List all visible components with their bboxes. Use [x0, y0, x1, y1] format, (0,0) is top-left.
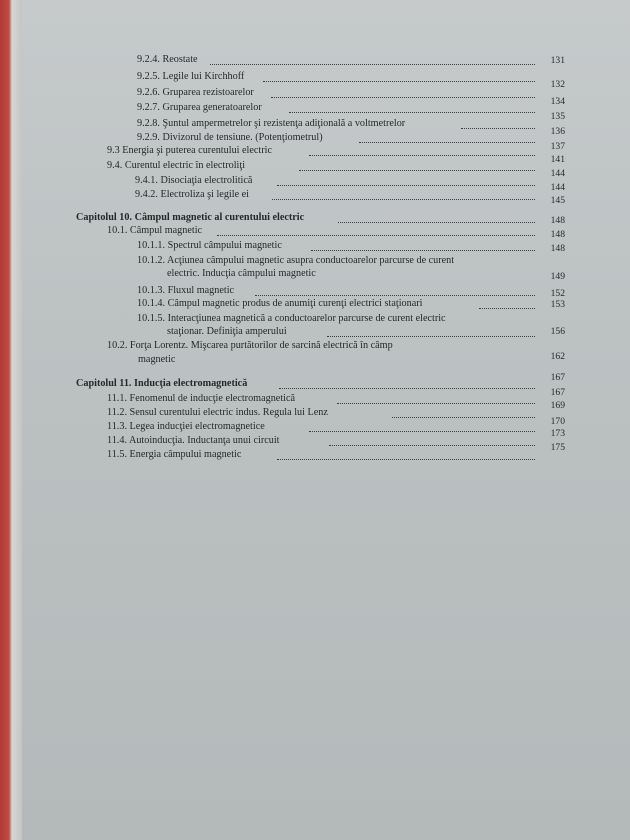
toc-entry-9-4-2 [135, 189, 565, 206]
toc-entry-9-2-5 [137, 71, 565, 90]
dot-leader [338, 222, 535, 223]
toc-entry-title: 9.4.2. Electroliza şi legile ei [135, 189, 250, 200]
dot-leader [329, 445, 535, 446]
toc-entry-11-1 [107, 387, 565, 407]
toc-entry-page: 170 [550, 416, 565, 427]
dot-leader [271, 97, 535, 98]
dot-leader [255, 295, 535, 296]
toc-entry-10-1-1 [137, 240, 565, 254]
toc-entry-page: 148 [550, 215, 565, 226]
dot-leader [279, 388, 535, 389]
dot-leader [309, 155, 535, 156]
toc-entry-title: 10.1. Câmpul magnetic [107, 225, 203, 236]
toc-entry-page: 136 [550, 126, 565, 137]
toc-entry-title: 9.4. Curentul electric în electroliţi [107, 160, 246, 171]
toc-entry-11-2 [107, 400, 565, 421]
toc-entry-page: 173 [550, 428, 565, 439]
toc-entry-page: 144 [550, 168, 565, 179]
dot-leader [479, 308, 535, 309]
toc-entry-title: 11.3. Legea inducţiei electromagnetice [107, 421, 265, 432]
toc-entry-page: 141 [550, 154, 565, 165]
toc-entry-title: 10.2. Forţa Lorentz. Mişcarea purtătorilor de sarcină electrică în câmp [107, 340, 393, 351]
toc-entry-9-2-7 [137, 102, 565, 122]
toc-entry-10-2 [107, 340, 565, 370]
toc-entry-title-continued: magnetic [138, 354, 176, 365]
toc-entry-page: 144 [550, 182, 565, 193]
toc-entry-page: 137 [550, 141, 565, 152]
toc-entry-title-continued: staţionar. Definiţia amperului [167, 326, 287, 337]
dot-leader [263, 81, 535, 82]
toc-entry-page: 156 [550, 326, 565, 337]
toc-entry-title: 9.4.1. Disociaţia electrolitică [135, 175, 253, 186]
dot-leader [289, 112, 535, 113]
toc-entry-9-2-8 [137, 118, 565, 137]
toc-entry-page: 153 [550, 299, 565, 310]
dot-leader [272, 199, 535, 200]
toc-entry-page: 167 [550, 387, 565, 398]
toc-entry-page: 175 [550, 442, 565, 453]
toc-entry-11-4 [107, 428, 565, 449]
toc-entry-9-2-6 [137, 87, 565, 107]
toc-entry-title: 9.2.5. Legile lui Kirchhoff [137, 71, 245, 82]
dot-leader [359, 142, 535, 143]
toc-entry-page: 162 [550, 351, 565, 362]
toc-entry-page: 134 [550, 96, 565, 107]
toc-entry-title: 11.4. Autoinducţia. Inductanţa unui circuit [107, 435, 280, 446]
toc-entry-9-3 [107, 145, 565, 165]
toc-entry-9-2-4 [137, 54, 565, 68]
dot-leader [392, 417, 535, 418]
toc-entry-page: 132 [550, 79, 565, 90]
toc-entry-title: 11.1. Fenomenul de inducţie electromagnetică [107, 393, 296, 404]
dot-leader [299, 170, 535, 171]
dot-leader [217, 235, 535, 236]
toc-chapter-11 [76, 372, 565, 392]
toc-entry-10-1-5 [137, 313, 565, 343]
toc-entry-title: 11.2. Sensul curentului electric indus. Regula lui Lenz [107, 407, 328, 418]
toc-entry-title: 10.1.3. Fluxul magnetic [137, 285, 235, 296]
toc-entry-title: 9.3 Energia şi puterea curentului electric [107, 145, 273, 156]
toc-entry-page: 148 [550, 229, 565, 240]
toc-entry-title: 10.1.1. Spectrul câmpului magnetic [137, 240, 282, 251]
toc-entry-page: 131 [550, 55, 565, 66]
toc-entry-title: 9.2.7. Gruparea generatoarelor [137, 102, 262, 113]
toc-entry-page: 167 [550, 372, 565, 383]
toc-entry-title: 9.2.8. Şuntul ampermetrelor şi rezistenţa adiţională a voltmetrelor [137, 118, 406, 129]
toc-entry-title-continued: electric. Inducţia câmpului magnetic [167, 268, 316, 279]
toc-entry-10-1-3 [137, 285, 565, 299]
dot-leader [277, 185, 535, 186]
toc-entry-title: 10.1.5. Interacţiunea magnetică a conductoarelor parcurse de curent electric [137, 313, 446, 324]
toc-entry-title: 10.1.4. Câmpul magnetic produs de anumiţi curenţi electrici staţionari [137, 298, 423, 309]
dot-leader [277, 459, 535, 460]
dot-leader [309, 431, 535, 432]
dot-leader [210, 64, 535, 65]
toc-entry-page: 149 [550, 271, 565, 282]
toc-entry-11-5 [107, 442, 565, 463]
toc-entry-page: 169 [550, 400, 565, 411]
dot-leader [337, 403, 535, 404]
toc-entry-10-1 [107, 225, 565, 239]
dot-leader [311, 250, 535, 251]
toc-chapter-10 [76, 212, 565, 226]
toc-entry-title: 11.5. Energia câmpului magnetic [107, 449, 242, 460]
toc-entry-9-4-1 [135, 175, 565, 193]
toc-entry-10-1-4 [137, 298, 565, 312]
toc-entry-title: 9.2.6. Gruparea rezistoarelor [137, 87, 254, 98]
toc-entry-page: 135 [550, 111, 565, 122]
dot-leader [461, 128, 535, 129]
toc-entry-10-1-2 [137, 255, 565, 285]
dot-leader [327, 336, 535, 337]
toc-entry-11-3 [107, 416, 565, 435]
toc-entry-title: 9.2.9. Divizorul de tensiune. (Potenţiometrul) [137, 132, 323, 143]
toc-chapter-title: Capitolul 11. Inducţia electromagnetică [76, 378, 248, 389]
toc-entry-page: 148 [550, 243, 565, 254]
toc-entry-9-4 [107, 160, 565, 179]
toc-entry-title: 10.1.2. Acţiunea câmpului magnetic asupra conductoarelor parcurse de curent [137, 255, 455, 266]
toc-entry-title: 9.2.4. Reostate [137, 54, 198, 65]
toc-entry-page: 145 [550, 195, 565, 206]
toc-chapter-title: Capitolul 10. Câmpul magnetic al curentului electric [76, 212, 305, 223]
toc-entry-page: 152 [550, 288, 565, 299]
